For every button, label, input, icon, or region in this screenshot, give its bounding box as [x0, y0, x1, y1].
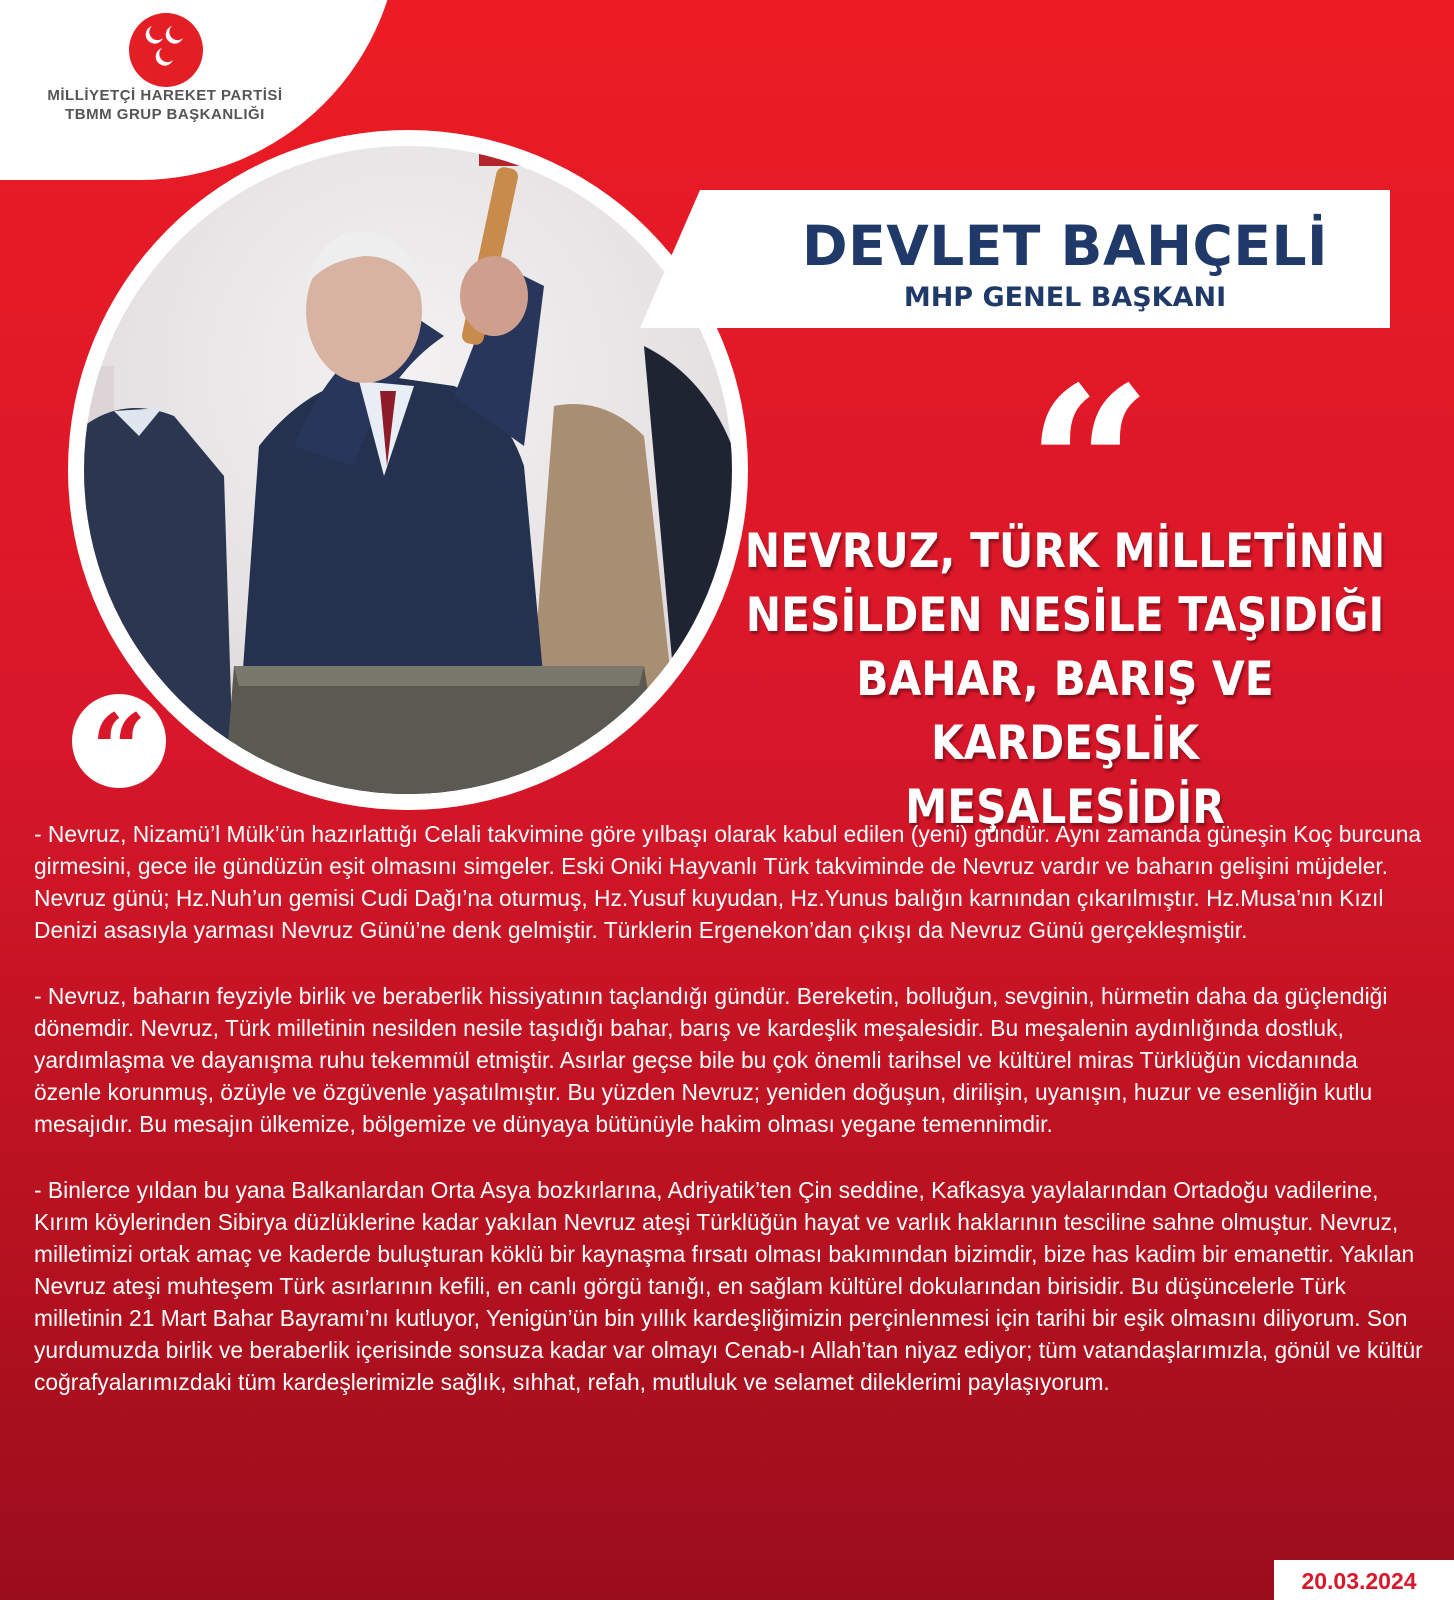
headline-line: BAHAR, BARIŞ VE KARDEŞLİK — [856, 652, 1274, 771]
statement-body — [34, 818, 1426, 1432]
statement-paragraph: - Nevruz, Nizamü’l Mülk’ün hazırlattığı Celali takvimine göre yılbaşı olarak kabul edilen (yeni) gündür. Aynı zamanda güneşin Koç burcuna girmesini, gece ile gündüzün eşit olmasını simgeler. Eski Oniki Hayvanlı Türk takviminde de Nevruz vardır ve baharın gelişini müjdeler. Nevruz günü; Hz.Nuh’un gemisi Cudi Dağı’na oturmuş, Hz.Yusuf kuyudan, Hz.Yunus balığın karnından çıkarılmıştır. Hz.Musa’nın Kızıl Denizi asasıyla yarması Nevruz Günü’ne denk gelmiştir. Türklerin Ergenekon’dan çıkışı da Nevruz Günü gerçekleşmiştir. — [34, 821, 1422, 943]
speaker-photo-illustration — [84, 146, 732, 794]
statement-paragraph: - Nevruz, baharın feyziyle birlik ve beraberlik hissiyatının taçlandığı gündür. Bereketin, bolluğun, sevginin, hürmetin daha da güçlendiği dönemdir. Nevruz, Türk milletinin nesilden nesile taşıdığı bahar, barış ve kardeşlik meşalesidir. Bu meşalenin aydınlığında dostluk, yardımlaşma ve dayanışma ruhu tekemmül etmiştir. Asırlar geçse bile bu çok önemli tarihsel ve kültürel miras Türklüğün vicdanında özenle korunmuş, özüyle ve özgüvenle yaşatılmıştır. Bu yüzden Nevruz; yeniden doğuşun, dirilişin, uyanışın, huzur ve esenliğin kutlu mesajıdır. Bu mesajın ülkemize, bölgemize ve dünyaya bütünüyle hakim olması yegane temennimdir. — [34, 983, 1388, 1137]
party-name — [20, 86, 310, 124]
date-badge — [1274, 1560, 1454, 1600]
headline-line: NEVRUZ, TÜRK MİLLETİNİN — [744, 524, 1386, 579]
headline-line: MEŞALESİDİR — [905, 780, 1225, 835]
statement-paragraph: - Binlerce yıldan bu yana Balkanlardan Orta Asya bozkırlarına, Adriyatik’ten Çin seddine, Kafkasya yaylalarından Ortadoğu vadilerine, Kırım köylerinden Sibirya düzlüklerine kadar yakılan Nevruz ateşi Türklüğün hayat ve varlık haklarının tesciline sahne olmuştur. Nevruz, milletimizi ortak amaç ve kaderde buluşturan köklü bir kaynaşma fırsatı olması bakımından bizimdir, bize has kadim bir emanettir. Yakılan Nevruz ateşi muhteşem Türk asırlarının kefili, en canlı görgü tanığı, en sağlam kültürel dokularından birisidir. Bu düşüncelerle Türk milletinin 21 Mart Bahar Bayramı’nı kutluyor, Yenigün’ün bin yıllık kardeşliğimizin perçinlenmesi için tarihi bir eşik olmasını diliyorum. Son yurdumuzda birlik ve beraberlik içerisinde sonsuza kadar var olmayı Cenab-ı Allah’tan niyaz ediyor; tüm vatandaşlarımızla, gönül ve kültür coğrafyalarımızdaki tüm kardeşlerimizle sağlık, sıhhat, refah, mutluluk ve selamet dileklerimi paylaşıyorum. — [34, 1177, 1423, 1395]
release-date: 20.03.2024 — [1301, 1568, 1417, 1594]
headline-line: NESİLDEN NESİLE TAŞIDIĞI — [745, 588, 1385, 643]
speaker-photo — [84, 146, 732, 794]
party-name-line-2: TBMM GRUP BAŞKANLIĞI — [65, 106, 265, 123]
quote-mark-icon: “ — [1026, 338, 1153, 597]
quote-headline — [737, 520, 1394, 840]
three-crescents-icon — [128, 12, 204, 88]
party-name-line-1: MİLLİYETÇİ HAREKET PARTİSİ — [47, 87, 283, 104]
speaker-name: DEVLET BAHÇELİ — [801, 214, 1329, 278]
quote-badge-icon: “ — [91, 693, 147, 806]
speaker-title: MHP GENEL BAŞKANI — [903, 282, 1227, 313]
quote-badge — [72, 693, 166, 806]
